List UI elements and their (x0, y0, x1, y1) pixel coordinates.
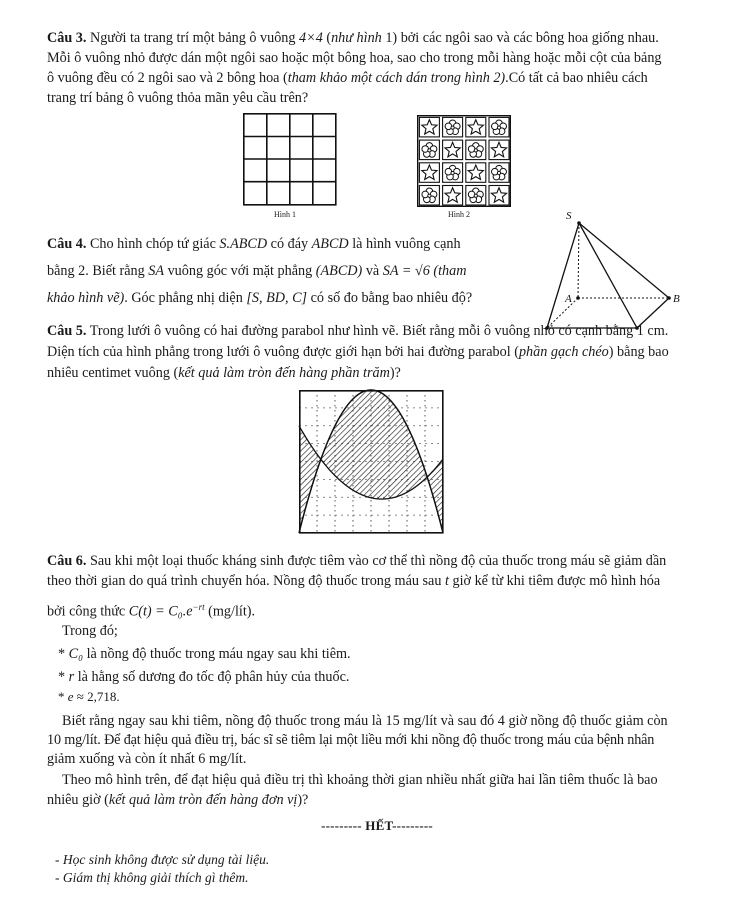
q4-math: S.ABCD (219, 236, 268, 252)
q5-italic: phần gạch chéo (518, 344, 609, 360)
note-2: - Giám thị không giải thích gì thêm. (55, 870, 249, 885)
q6-text: )? (297, 792, 309, 808)
q3-line-4: trang trí bảng ô vuông thỏa mãn yêu cầu trên? (47, 90, 309, 106)
q6-math: e (67, 689, 74, 704)
q3-line-2: Mỗi ô vuông nhỏ được dán một ngôi sao hoặc một bông hoa, sao cho trong mỗi hàng hoặc mỗi cột của bảng (47, 50, 662, 66)
label-S: S (566, 210, 572, 222)
star-icon (422, 120, 437, 134)
q6-para2-line-2 (47, 791, 308, 809)
q6-text: giờ kể từ khi tiêm được mô hình hóa (448, 573, 661, 589)
q6-text: nhiêu giờ ( (47, 792, 109, 808)
flower-icon (492, 120, 507, 135)
q5-text: )? (389, 365, 401, 381)
q6-para1-line-1: Biết rằng ngay sau khi tiêm, nồng độ thuốc trong máu là 15 mg/lít và sau đó 4 giờ nồng độ thuốc giảm còn (62, 713, 668, 729)
q5-italic: kết quả làm tròn đến hàng phần trăm (178, 365, 390, 381)
q3-line-1 (47, 29, 659, 47)
q4-math: SA = √6 (382, 263, 430, 279)
q6-math: C₀ (68, 646, 84, 662)
q4-text: bằng 2. Biết rằng (47, 263, 149, 279)
q6-line-3 (47, 598, 255, 621)
q6-bullet-3 (58, 688, 120, 706)
parabola-figure (299, 390, 444, 534)
q6-para2-line-1: Theo mô hình trên, để đạt hiệu quả điều trị thì khoảng thời gian nhiều nhất giữa hai lần tiêm thuốc là bao (62, 772, 658, 788)
q6-italic: kết quả làm tròn đến hàng đơn vị (108, 792, 298, 808)
q4-italic: khảo hình vẽ) (47, 290, 125, 306)
q6-line-1 (47, 552, 666, 570)
q3-math: 4×4 (299, 30, 323, 46)
q5-text: Diện tích của hình phẳng trong lưới ô vuông được giới hạn bởi hai đường parabol ( (47, 344, 519, 360)
q6-label: Câu 6. (47, 553, 87, 569)
vertex-A (576, 296, 580, 300)
q6-math: r (68, 669, 75, 685)
figure-1-caption: Hình 1 (274, 210, 296, 219)
q6-where-label: Trong đó; (62, 623, 118, 639)
q4-italic: (tham (429, 263, 467, 279)
q3-text: 1) bởi các ngôi sao và các bông hoa giống nhau. (381, 30, 659, 46)
star-icon (491, 142, 506, 156)
q3-italic: như hình (331, 30, 382, 46)
q3-text: Người ta trang trí một bảng ô vuông (86, 30, 300, 46)
q6-para1-line-2: 10 mg/lít. Để đạt hiệu quả điều trị, bác sĩ sẽ tiêm lại một liều mới khi nồng độ thuốc trong máu của bệnh nhân (47, 732, 655, 748)
end-marker: --------- HẾT--------- (321, 818, 433, 833)
q4-math: SA (148, 263, 165, 279)
q4-math: ABCD (311, 236, 349, 252)
star-icon (445, 142, 460, 156)
flower-icon (492, 165, 507, 180)
q4-text: . Góc phẳng nhị diện (124, 290, 247, 306)
q4-text: có số đo bằng bao nhiêu độ? (307, 290, 473, 306)
q3-text: ( (322, 30, 332, 46)
q5-text: Trong lưới ô vuông có hai đường parabol như hình vẽ. Biết rằng mỗi ô vuông nhỏ có cạnh bằng 1 cm. (86, 323, 669, 339)
q4-text: là hình vuông cạnh (348, 236, 461, 252)
q4-math: [S, BD, C] (246, 290, 308, 306)
star-icon (422, 165, 437, 179)
flower-icon (468, 188, 483, 203)
q3-text: .Có tất cả bao nhiêu cách (505, 70, 648, 86)
pyramid-figure (530, 205, 730, 335)
q4-text: và (362, 263, 383, 279)
q6-text: ≈ 2,718. (73, 689, 120, 704)
q4-text: vuông góc với mặt phẳng (164, 263, 316, 279)
q4-line-2 (47, 262, 466, 280)
figure-2-star-flower-grid (417, 115, 511, 207)
bullet-marker: * (58, 646, 66, 662)
q6-line-2 (47, 572, 660, 590)
q5-line-3 (47, 364, 401, 382)
q6-bullet-1 (58, 645, 351, 663)
star-icon (445, 188, 460, 202)
edge-SA-hidden (578, 223, 579, 298)
q5-line-2 (47, 343, 669, 361)
star-icon (491, 188, 506, 202)
flower-icon (445, 120, 460, 135)
q4-math: (ABCD) (315, 263, 363, 279)
edge-SC (579, 223, 637, 328)
q6-formula-exponent: −rt (192, 602, 205, 612)
bullet-marker: * (58, 669, 66, 685)
q6-formula: C(t) = C₀.e (128, 603, 193, 620)
q3-italic: tham khảo một cách dán trong hình 2) (287, 70, 506, 86)
q5-line-1 (47, 322, 668, 340)
vertex-S (577, 221, 581, 225)
edge-SB (579, 223, 669, 298)
q5-label: Câu 5. (47, 323, 87, 339)
label-A: A (565, 293, 572, 305)
star-icon (468, 165, 483, 179)
figure-1-empty-grid (243, 113, 337, 206)
q4-line-1 (47, 235, 461, 253)
q6-text: (mg/lít). (204, 603, 256, 620)
q6-text: là hằng số dương đo tốc độ phân hủy của thuốc. (74, 669, 350, 685)
q3-text: ô vuông đều có 2 ngôi sao và 2 bông hoa ( (47, 70, 288, 86)
label-B: B (673, 293, 680, 305)
figure-2-caption: Hình 2 (448, 210, 470, 219)
flower-icon (422, 143, 437, 158)
q6-math: t (444, 573, 449, 589)
q6-text: bởi công thức (47, 603, 129, 620)
flower-icon (445, 165, 460, 180)
star-icon (468, 120, 483, 134)
q3-label: Câu 3. (47, 30, 87, 46)
q4-label: Câu 4. (47, 236, 87, 252)
flower-icon (468, 143, 483, 158)
note-1: - Học sinh không được sử dụng tài liệu. (55, 852, 270, 867)
bullet-marker: * (58, 689, 65, 704)
q4-text: có đáy (267, 236, 312, 252)
q6-bullet-2 (58, 668, 349, 686)
flower-icon (422, 188, 437, 203)
q5-text: nhiêu centimet vuông ( (47, 365, 179, 381)
q6-text: là nồng độ thuốc trong máu ngay sau khi tiêm. (83, 646, 351, 662)
q4-line-3 (47, 289, 472, 307)
q4-text: Cho hình chóp tứ giác (86, 236, 220, 252)
q6-text: theo thời gian do quá trình chuyển hóa. Nồng độ thuốc trong máu sau (47, 573, 445, 589)
q6-text: Sau khi một loại thuốc kháng sinh được tiêm vào cơ thể thì nồng độ của thuốc trong máu sẽ giảm dần (86, 553, 667, 569)
q3-line-3 (47, 69, 648, 87)
q5-text: ) bằng bao (608, 344, 669, 360)
q6-para1-line-3: giảm xuống và còn ít nhất 6 mg/lít. (47, 751, 247, 767)
vertex-B (667, 296, 671, 300)
